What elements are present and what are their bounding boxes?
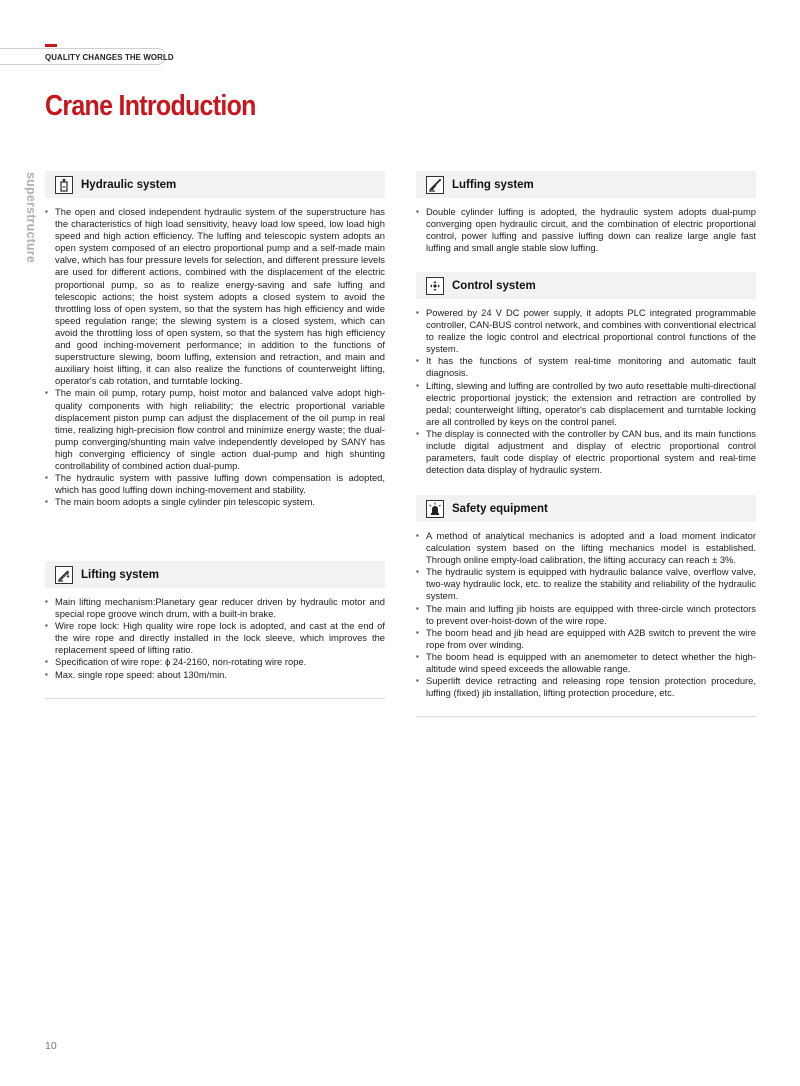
list-item: ▪ Superlift device retracting and releasing rope tension protection procedure, luffing (fixed) jib installation, lifting protection procedure, etc. [416, 675, 756, 699]
list-item: ▪ The boom head and jib head are equipped with A2B switch to prevent the wire rope from over winding. [416, 627, 756, 651]
list-item: ▪ The display is connected with the controller by CAN bus, and its main functions include digital adjustment and display of electric proportional control parameters, fault code display of electric proportional system and real-time detection data display of hydraulic system. [416, 428, 756, 476]
section-header [416, 272, 756, 299]
section-body [416, 299, 756, 495]
warning-beacon-icon [426, 500, 444, 518]
section-luffing [416, 171, 756, 272]
list-item: ▪ Main lifting mechanism:Planetary gear reducer driven by hydraulic motor and special rope groove winch drum, with a built-in brake. [45, 596, 385, 620]
tag-pill [0, 48, 174, 65]
section-body [45, 588, 385, 698]
list-item: ▪ The main boom adopts a single cylinder pin telescopic system. [45, 496, 385, 508]
list-item: ▪ The hydraulic system is equipped with hydraulic balance valve, overflow valve, two-way hydraulic lock, etc. to realize the stability and reliability of the hydraulic system. [416, 566, 756, 602]
section-safety [416, 495, 756, 717]
side-label [24, 172, 40, 262]
list-item: ▪ The main and luffing jib hoists are equipped with three-circle winch protectors to prevent over-hoist-down of the wire rope. [416, 603, 756, 627]
section-header [45, 561, 385, 588]
list-item: ▪ Wire rope lock: High quality wire rope lock is adopted, and cast at the end of the wire rope and directly installed in the lock sleeve, which improves the replacement speed of lifting ratio. [45, 620, 385, 656]
page-number: 10 [45, 1040, 57, 1052]
section-body [45, 198, 385, 561]
section-body [416, 198, 756, 272]
list-item: ▪ The hydraulic system with passive luffing down compensation is adopted, which has good luffing down inching-movement and stability. [45, 472, 385, 496]
section-title: Lifting system [81, 568, 159, 581]
list-item: ▪ A method of analytical mechanics is adopted and a load moment indicator calculation system based on the lifting mechanics model is established. Through online empty-load calibration, the lifting accuracy can reach ± 3%. [416, 530, 756, 566]
page-title: Crane Introduction [45, 90, 256, 122]
section-header [45, 171, 385, 198]
section-body [416, 522, 756, 716]
list-item: ▪ Powered by 24 V DC power supply, it adopts PLC integrated programmable controller, CAN-BUS control network, and combines with conventional electrical to realize the logic control and electrical proportional control functions of the system. [416, 307, 756, 355]
section-title: Safety equipment [452, 502, 548, 515]
luffing-boom-icon [426, 176, 444, 194]
section-header [416, 495, 756, 522]
section-header [416, 171, 756, 198]
section-hydraulic [45, 171, 385, 561]
section-title: Hydraulic system [81, 178, 177, 191]
tag-text: QUALITY CHANGES THE WORLD [45, 52, 174, 62]
section-lifting [45, 561, 385, 699]
section-divider [416, 716, 756, 717]
list-item: ▪ Double cylinder luffing is adopted, the hydraulic system adopts dual-pump converging open hydraulic circuit, and the combination of electric proportional control, power luffing and passive luffing down can realize large angle fast luffing and small angle stable slow luffing. [416, 206, 756, 254]
list-item: ▪ Lifting, slewing and luffing are controlled by two auto resettable multi-directional electric proportional joystick; the extension and retraction are controlled by pedal; counterweight lifting, operator's cab displacement and turntable locking are all controlled by keys on the control panel. [416, 380, 756, 428]
section-control [416, 272, 756, 495]
list-item: ▪ The boom head is equipped with an anemometer to detect whether the high-altitude wind speed exceeds the allowable range. [416, 651, 756, 675]
list-item: ▪ The main oil pump, rotary pump, hoist motor and balanced valve adopt high-quality components with high reliability; the electric proportional variable displacement piston pump can adjust the displacement of the oil pump in real time, realizing high-precision flow control and minimize energy waste; the dual-pump converging/shunting main valve independently developed by SANY has high converging efficiency of single action dual-pump and high shunting controllability of combined action dual-pump. [45, 387, 385, 472]
left-column [45, 171, 385, 699]
section-divider [45, 698, 385, 699]
list-item: ▪ Specification of wire rope: ϕ 24-2160, non-rotating wire rope. [45, 656, 385, 668]
crane-hook-icon [55, 566, 73, 584]
list-item: ▪ The open and closed independent hydraulic system of the superstructure has the characteristics of high load sensitivity, heavy load low speed, low load high speed and high action efficiency. The luffing and telescopic system adopts an open system composed of an electro proportional pump and a self-made main valve, which has four pressure levels for selection, and different pressure levels are used for different actions, combined with the displacement of the electric proportional pump, so as to realize energy-saving and safe luffing and telescopic actions; the hoist system adopts a closed system to avoid the throttling loss of open system, so that the system has high efficiency and wide speed regulation range; the slewing system is a closed system, which can avoid the throttling loss of open system, so that the system has high efficiency and good inching-movement performance; in addition to the functions of superstructure slewing, boom luffing, extension and retraction, and main and auxiliary hoist lifting, it can also realize the functions of counterweight lifting, operator's cab rotation, and turntable locking. [45, 206, 385, 387]
tag-accent-bar [45, 44, 57, 47]
list-item: ▪ It has the functions of system real-time monitoring and automatic fault diagnosis. [416, 355, 756, 379]
section-title: Control system [452, 279, 536, 292]
right-column [416, 171, 756, 717]
hydraulic-cylinder-icon [55, 176, 73, 194]
side-label-text: superstructure [24, 172, 38, 264]
section-title: Luffing system [452, 178, 534, 191]
joystick-control-icon [426, 277, 444, 295]
list-item: ▪ Max. single rope speed: about 130m/min. [45, 669, 385, 681]
